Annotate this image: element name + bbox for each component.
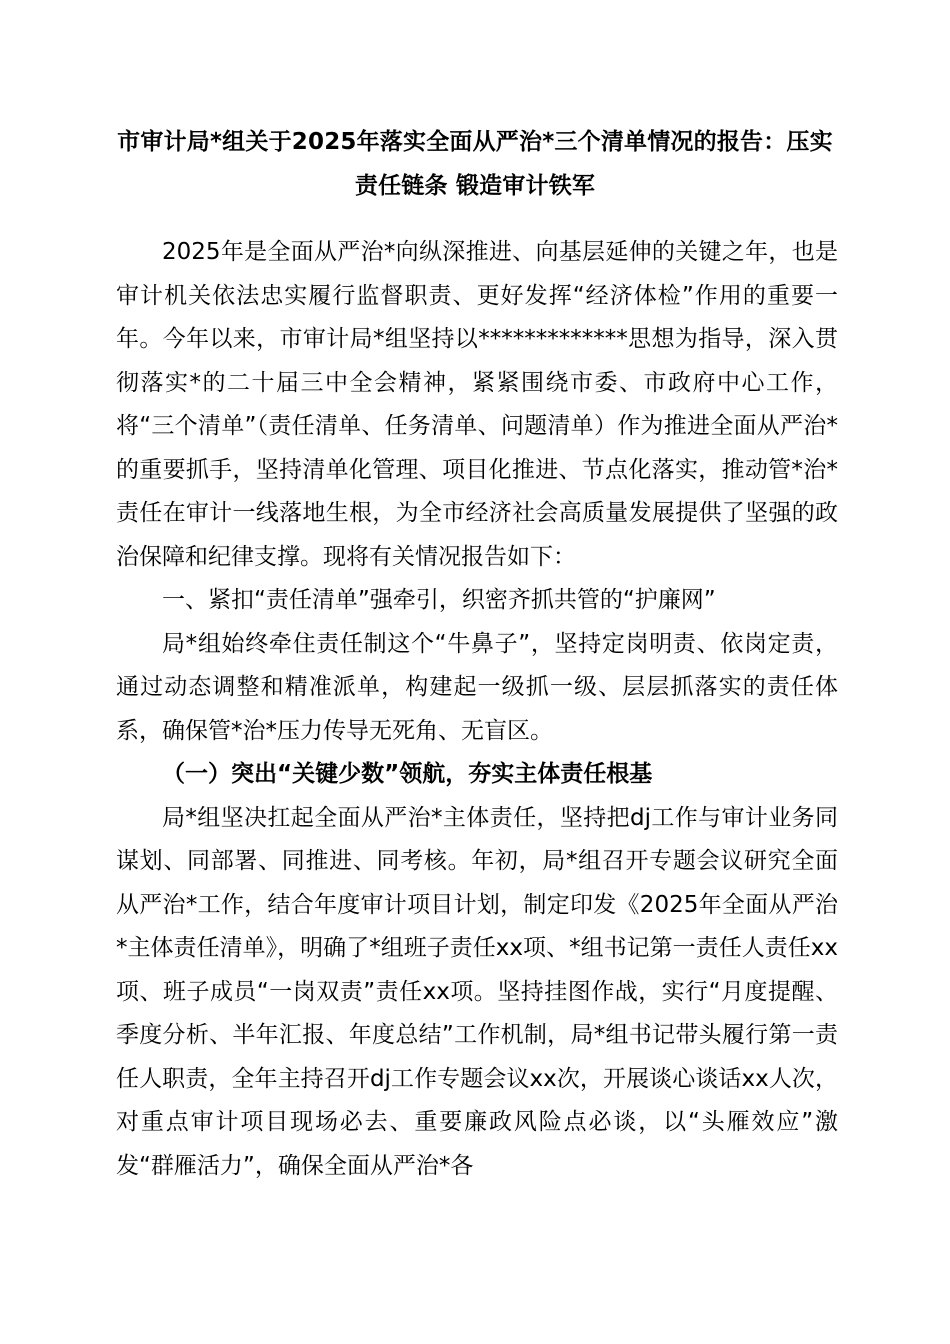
section-heading-1: 一、紧扣“责任清单”强牵引，织密齐抓共管的“护廉网”: [162, 587, 716, 613]
intro-paragraph: 2025年是全面从严治*向纵深推进、向基层延伸的关键之年，也是审计机关依法忠实履行监督职责、更好发挥“经济体检”作用的重要一年。今年以来，市审计局*组坚持以*************思想为指导，深入贯彻落实*的二十届三中全会精神，紧紧围绕市委、市政府中心工作，将“三个清单”（责任清单、任务清单、问题清单）作为推进全面从严治*的重要抓手，坚持清单化管理、项目化推进、节点化落实，推动管*治*责任在审计一线落地生根，为全市经济社会高质量发展提供了坚强的政治保障和纪律支撑。现将有关情况报告如下：: [116, 239, 838, 570]
subsection-1-paragraph: 局*组坚决扛起全面从严治*主体责任，坚持把dj工作与审计业务同谋划、同部署、同推进、同考核。年初，局*组召开专题会议研究全面从严治*工作，结合年度审计项目计划，制定印发《2025年全面从严治*主体责任清单》，明确了*组班子责任xx项、*组书记第一责任人责任xx项、班子成员“一岗双责”责任xx项。坚持挂图作战，实行“月度提醒、季度分析、半年汇报、年度总结”工作机制，局*组书记带头履行第一责任人职责，全年主持召开dj工作专题会议xx次，开展谈心谈话xx人次，对重点审计项目现场必去、重要廉政风险点必谈，以“头雁效应”激发“群雁活力”，确保全面从严治*各: [116, 804, 838, 1179]
document-title: 市审计局*组关于2025年落实全面从严治*三个清单情况的报告：压实责任链条 锻造审计铁军: [117, 129, 833, 199]
section-1-paragraph: 局*组始终牵住责任制这个“牛鼻子”，坚持定岗明责、依岗定责，通过动态调整和精准派单，构建起一级抓一级、层层抓落实的责任体系，确保管*治*压力传导无死角、无盲区。: [116, 630, 838, 744]
subsection-heading-1: （一）突出“关键少数”领航，夯实主体责任根基: [162, 761, 653, 787]
document-body: [116, 231, 838, 1188]
